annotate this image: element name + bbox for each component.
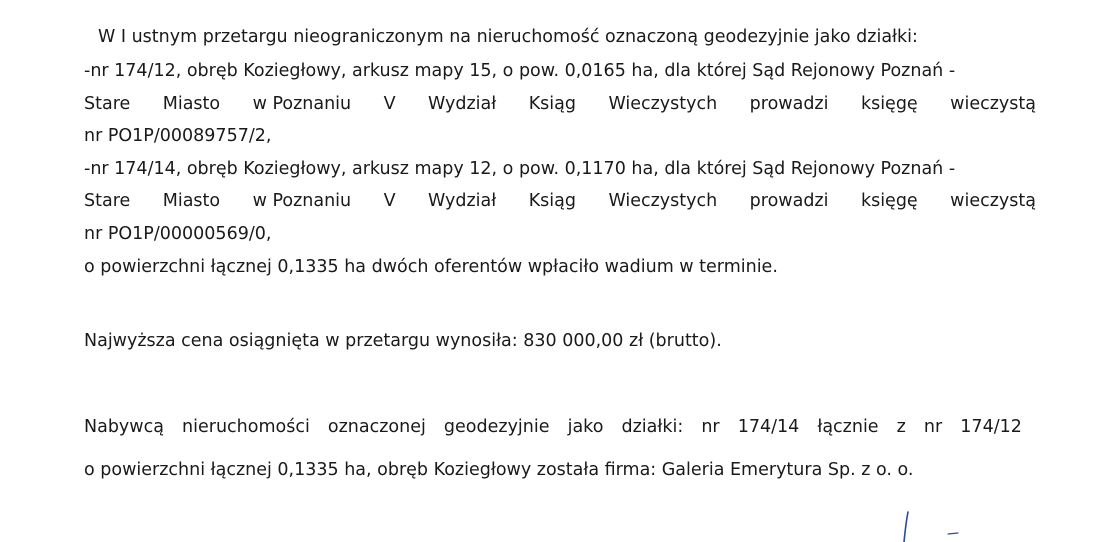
word: nieruchomości — [182, 417, 310, 437]
word: wieczystą — [950, 94, 1036, 114]
word: Miasto — [162, 191, 221, 211]
word: 174/14 — [737, 417, 800, 437]
word: łącznie — [817, 417, 879, 437]
word: w Poznaniu — [252, 94, 352, 114]
word: Stare — [84, 94, 131, 114]
word: Nabywcą — [84, 417, 164, 437]
word: działki: — [621, 417, 684, 437]
word: Wieczystych — [608, 94, 718, 114]
word: nr — [923, 417, 943, 437]
parcel-2-line-2 — [84, 190, 1036, 212]
word: księgę — [860, 94, 918, 114]
word: V — [383, 191, 396, 211]
word: oznaczonej — [327, 417, 426, 437]
parcel-1-line-2 — [84, 93, 1036, 115]
word: księgę — [860, 191, 918, 211]
buyer-line-1 — [84, 416, 1022, 438]
word: Miasto — [162, 94, 221, 114]
parcel-1-line-1: -nr 174/12, obręb Koziegłowy, arkusz mapy 15, o pow. 0,0165 ha, dla której Sąd Rejonowy Poznań - — [84, 61, 956, 81]
word: prowadzi — [749, 94, 829, 114]
highest-price-line: Najwyższa cena osiągnięta w przetargu wynosiła: 830 000,00 zł (brutto). — [84, 331, 722, 351]
word: wieczystą — [950, 191, 1036, 211]
word: Ksiąg — [528, 191, 576, 211]
word: w Poznaniu — [252, 191, 352, 211]
word: Wydział — [428, 191, 497, 211]
word: nr — [701, 417, 720, 437]
word: Wieczystych — [608, 191, 718, 211]
parcel-1-land-register: nr PO1P/00089757/2, — [84, 126, 272, 146]
parcel-2-land-register: nr PO1P/00000569/0, — [84, 224, 272, 244]
buyer-line-2: o powierzchni łącznej 0,1335 ha, obręb Koziegłowy została firma: Galeria Emerytura Sp. z o. o. — [84, 460, 914, 480]
word: V — [383, 94, 396, 114]
word: z — [896, 417, 906, 437]
word: Ksiąg — [528, 94, 576, 114]
word: Stare — [84, 191, 131, 211]
word: geodezyjnie — [443, 417, 550, 437]
total-area-line: o powierzchni łącznej 0,1335 ha dwóch oferentów wpłaciło wadium w terminie. — [84, 257, 778, 277]
parcel-2-line-1: -nr 174/14, obręb Koziegłowy, arkusz mapy 12, o pow. 0,1170 ha, dla której Sąd Rejonowy Poznań - — [84, 159, 956, 179]
intro-line: W I ustnym przetargu nieograniczonym na nieruchomość oznaczoną geodezyjnie jako działki: — [98, 27, 918, 47]
word: Wydział — [428, 94, 497, 114]
word: jako — [567, 417, 604, 437]
signature-mark — [896, 508, 976, 542]
word: 174/12 — [960, 417, 1022, 437]
word: prowadzi — [749, 191, 829, 211]
